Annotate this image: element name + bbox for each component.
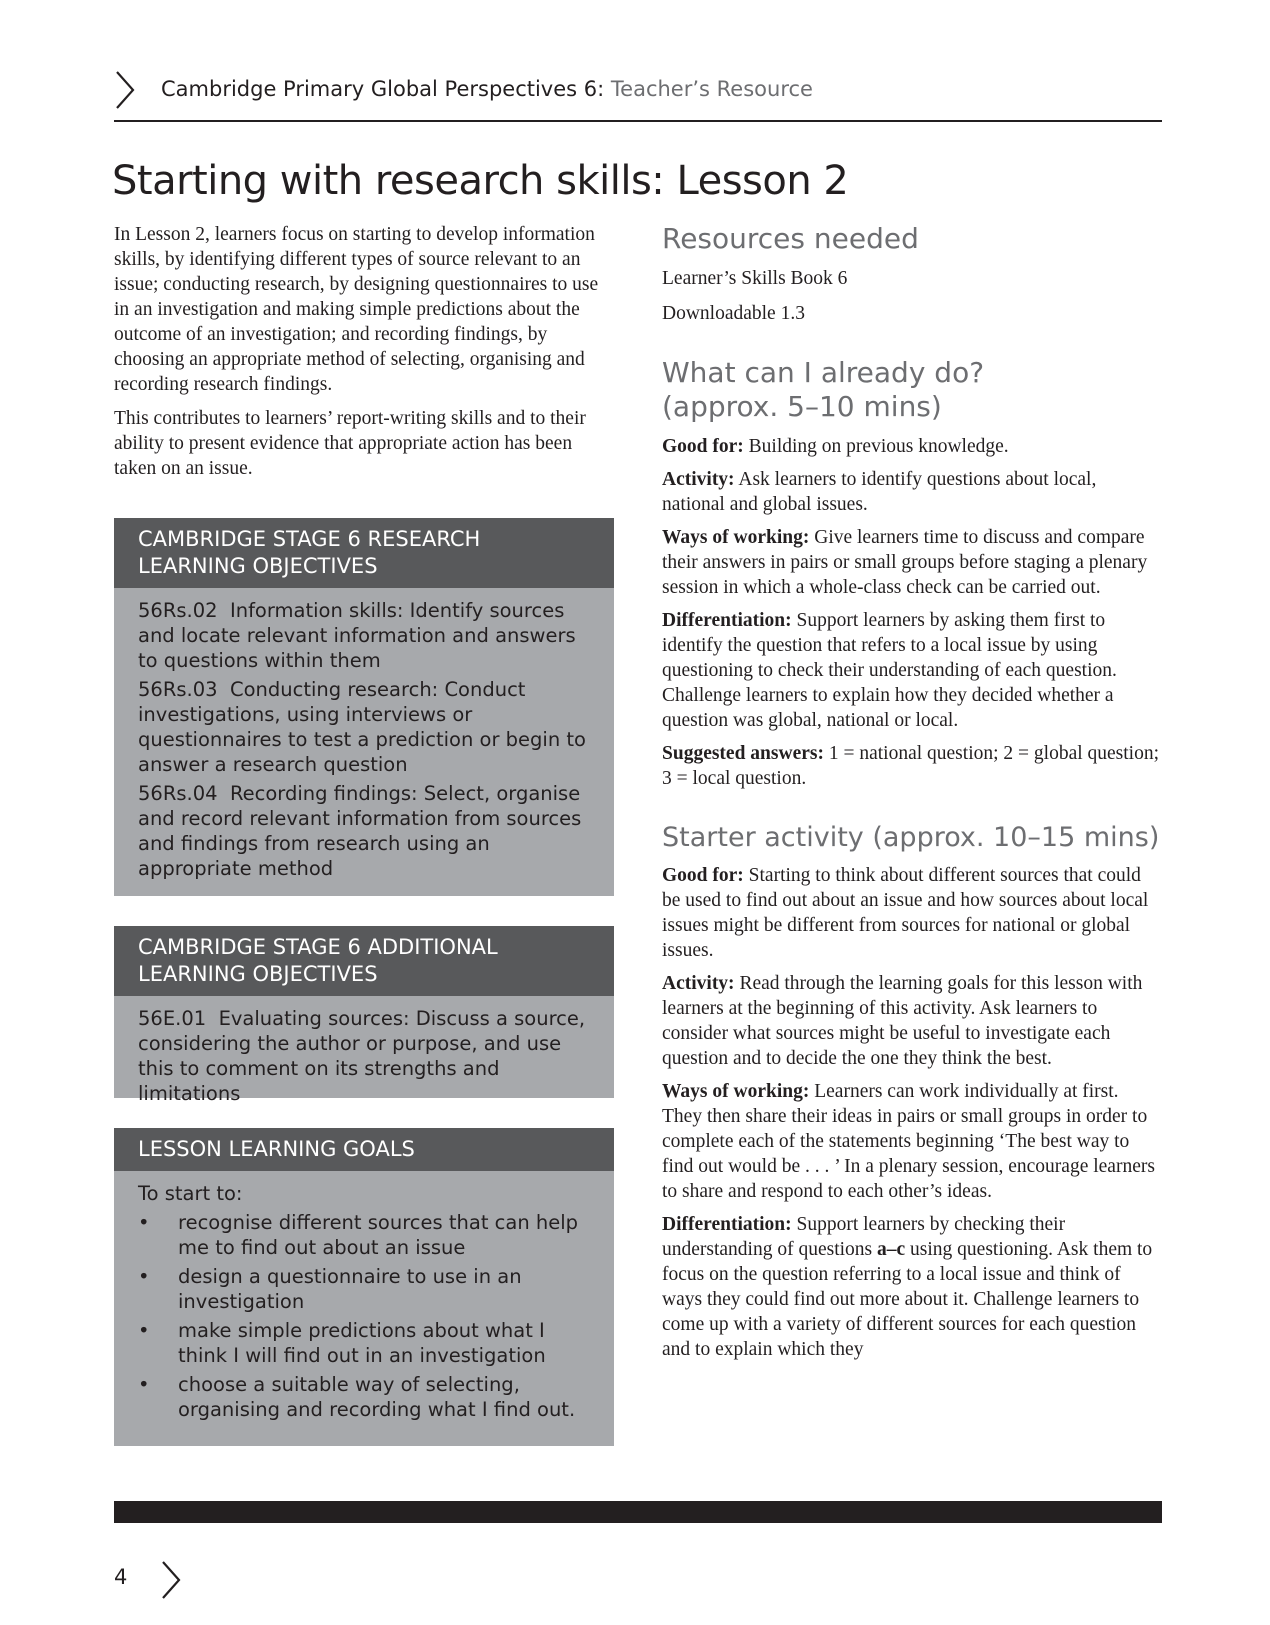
goal-item	[138, 1318, 596, 1368]
text: Building on previous knowledge.	[748, 436, 1009, 457]
box-heading: CAMBRIDGE STAGE 6 ADDITIONAL LEARNING OBJECTIVES	[114, 926, 614, 996]
goal-text: design a questionnaire to use in an investigation	[178, 1265, 522, 1313]
learning-goals-box	[114, 1128, 614, 1446]
chevron-right-icon	[114, 70, 136, 110]
label: Activity:	[662, 469, 735, 490]
already-good-for	[662, 434, 1162, 459]
objective-item	[138, 677, 596, 777]
label: Suggested answers:	[662, 743, 824, 764]
footer-bar	[114, 1501, 1162, 1523]
book-title-sub: Teacher’s Resource	[610, 77, 813, 101]
intro-paragraph-2: This contributes to learners’ report-writing skills and to their ability to present evidence that appropriate action has been taken on an issue.	[114, 408, 586, 479]
goals-list	[138, 1210, 596, 1422]
goal-text: recognise different sources that can help me to find out about an issue	[178, 1211, 579, 1259]
starter-ways	[662, 1079, 1162, 1204]
text: Learners can work individually at first. They then share their ideas in pairs or small groups in order to complete each of the statements beginning ‘The best way to find out would be . . . ’ In a plenary session, encourage learners to share and respond to each other’s ideas.	[662, 1081, 1155, 1202]
intro-text	[114, 222, 612, 490]
objective-text: Recording findings: Select, organise and record relevant information from sources and findings from research using an appropriate method	[138, 782, 582, 880]
objective-item	[138, 781, 596, 881]
text: Support learners by checking their understanding of questions	[662, 1214, 1066, 1260]
already-do-heading: What can I already do? (approx. 5–10 mins)	[662, 356, 985, 423]
objective-text: Information skills: Identify sources and locate relevant information and answers to questions within them	[138, 599, 576, 672]
box-body	[114, 996, 614, 1124]
goal-item	[138, 1372, 596, 1422]
resource-item: Learner’s Skills Book 6	[662, 268, 848, 289]
starter-good-for	[662, 863, 1162, 963]
starter-activity	[662, 971, 1162, 1071]
label: Good for:	[662, 865, 744, 886]
label: Ways of working:	[662, 1081, 810, 1102]
text: Support learners by asking them first to identify the question that refers to a local issue by using questioning to check their understanding of each question. Challenge learners to explain how they decided whether a question was global, national or local.	[662, 610, 1117, 731]
objective-code: 56Rs.04	[138, 782, 218, 805]
additional-objectives-box	[114, 926, 614, 1105]
running-header	[114, 68, 1162, 122]
resources-heading: Resources needed	[662, 222, 919, 255]
objective-text: Evaluating sources: Discuss a source, considering the author or purpose, and use this to comment on its strengths and limitations	[138, 1007, 586, 1105]
right-column	[662, 222, 1162, 1370]
label: Activity:	[662, 973, 735, 994]
goal-text: make simple predictions about what I think I will find out in an investigation	[178, 1319, 546, 1367]
objective-item	[138, 598, 596, 673]
objective-code: 56Rs.02	[138, 599, 218, 622]
starter-differentiation	[662, 1212, 1162, 1362]
bullet: •	[138, 1211, 150, 1234]
page-title: Starting with research skills: Lesson 2	[112, 158, 849, 204]
book-title	[161, 77, 813, 101]
resource-item: Downloadable 1.3	[662, 303, 805, 324]
text: Give learners time to discuss and compare their answers in pairs or small groups before staging a plenary session in which a whole-class check can be carried out.	[662, 527, 1148, 598]
research-objectives-box	[114, 518, 614, 896]
bullet: •	[138, 1319, 150, 1342]
question-range: a–c	[877, 1239, 906, 1260]
starter-heading: Starter activity (approx. 10–15 mins)	[662, 822, 1160, 853]
text: 1 = national question; 2 = global question; 3 = local question.	[662, 743, 1160, 789]
goal-item	[138, 1210, 596, 1260]
bullet: •	[138, 1265, 150, 1288]
text: using questioning. Ask them to focus on the question referring to a local issue and think of ways they could find out more about it. Challenge learners to come up with a variety of different sources for each question and to explain which they	[662, 1239, 1153, 1360]
goal-text: choose a suitable way of selecting, organising and recording what I find out.	[178, 1373, 576, 1421]
already-activity	[662, 467, 1162, 517]
already-ways	[662, 525, 1162, 600]
objective-code: 56E.01	[138, 1007, 207, 1030]
box-body	[114, 1171, 614, 1440]
box-heading: LESSON LEARNING GOALS	[114, 1128, 614, 1171]
text: Starting to think about different sources that could be used to find out about an issue and how sources about local issues might be different from sources for national or global issues.	[662, 865, 1149, 961]
objective-text: Conducting research: Conduct investigations, using interviews or questionnaires to test a prediction or begin to answer a research question	[138, 678, 586, 776]
text: Ask learners to identify questions about local, national and global issues.	[662, 469, 1097, 515]
box-heading: CAMBRIDGE STAGE 6 RESEARCH LEARNING OBJECTIVES	[114, 518, 614, 588]
objective-item	[138, 1006, 596, 1106]
objective-code: 56Rs.03	[138, 678, 218, 701]
label: Differentiation:	[662, 1214, 792, 1235]
box-body	[114, 588, 614, 899]
bullet: •	[138, 1373, 150, 1396]
goals-intro: To start to:	[138, 1182, 243, 1205]
already-differentiation	[662, 608, 1162, 733]
label: Ways of working:	[662, 527, 810, 548]
already-answers	[662, 741, 1162, 791]
text: Read through the learning goals for this lesson with learners at the beginning of this activity. Ask learners to consider what sources might be useful to investigate each question and to decide the one they think the best.	[662, 973, 1143, 1069]
goal-item	[138, 1264, 596, 1314]
page-number: 4	[114, 1565, 128, 1589]
label: Good for:	[662, 436, 744, 457]
chevron-right-icon	[160, 1560, 182, 1600]
label: Differentiation:	[662, 610, 792, 631]
intro-paragraph-1: In Lesson 2, learners focus on starting to develop information skills, by identifying different types of source relevant to an issue; conducting research, by designing questionnaires to use in an investigation and making simple predictions about the outcome of an investigation; and recording findings, by choosing an appropriate method of selecting, organising and recording research findings.	[114, 224, 599, 395]
book-title-main: Cambridge Primary Global Perspectives 6:	[161, 77, 605, 101]
